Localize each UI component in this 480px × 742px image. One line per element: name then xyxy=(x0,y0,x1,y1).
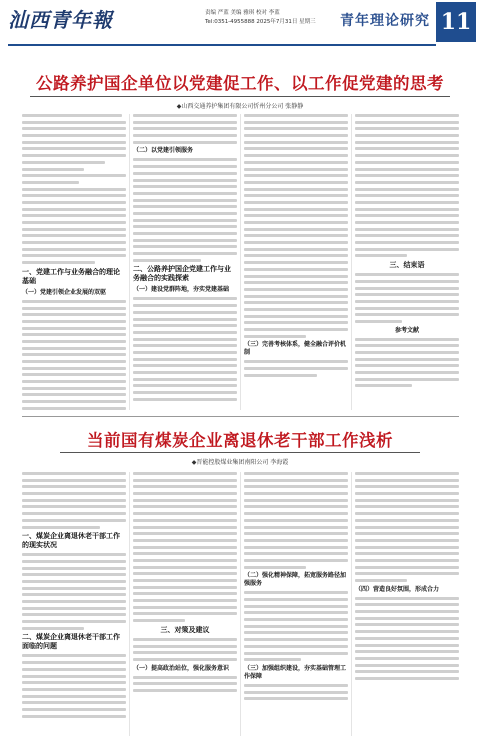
article2-column-2 xyxy=(133,472,237,738)
article1-subheading-1: （一）党建引领企业发展的双驱 xyxy=(22,288,107,296)
article2-subheading-3a: （一）提高政治站位，强化服务意识 xyxy=(133,664,230,672)
date-info: Tel:0351-4955888 2025年7月31日 星期三 xyxy=(205,19,316,25)
article1-subheading-3: （三）完善考核体系，健全融合评价机制 xyxy=(244,341,347,357)
article1-column-4 xyxy=(355,114,459,412)
article2-column-4 xyxy=(355,472,459,738)
masthead-divider xyxy=(8,44,436,46)
article1-title-rule xyxy=(30,96,450,97)
article2-subheading-3c: （三）加强组织建设，夯实基础管理工作保障 xyxy=(244,664,347,680)
article1-references-heading: 参考文献 xyxy=(394,326,419,334)
article1-column-3 xyxy=(244,114,348,412)
article2-title-rule xyxy=(60,452,420,453)
masthead xyxy=(0,0,480,48)
article2-heading-3: 三、对策及建议 xyxy=(160,625,210,634)
article2-heading-1: 一、煤炭企业离退休老干部工作的现实状况 xyxy=(22,532,120,550)
article1-title: 公路养护国企单位以党建促工作、以工作促党建的思考 xyxy=(36,74,444,93)
article1-column-2: （二）以党建引领服务 二、公路养护国企党建工作与业务融合的实践探索 （一）建设党群阵地，夯实党建基础 xyxy=(133,114,237,412)
article2-subheading-3d: （四）营造良好氛围，形成合力 xyxy=(355,585,440,593)
article1-byline: ◆山西交通养护集团有限公司忻州分公司 张静静 xyxy=(176,103,304,110)
article2-column-3 xyxy=(244,472,348,738)
section-title: 青年理论研究 xyxy=(340,13,430,29)
article-divider xyxy=(22,416,459,417)
article1-subheading-2: （一）建设党群阵地，夯实党建基础 xyxy=(133,286,230,294)
article2-heading-2: 二、煤炭企业离退休老干部工作面临的问题 xyxy=(22,633,120,651)
article1-heading-1: 一、党建工作与业务融合的理论基础 xyxy=(22,267,120,285)
article1-column-1 xyxy=(22,114,126,412)
article2-byline: ◆晋能控股煤业集团南阳公司 李海霞 xyxy=(191,459,289,466)
editor-info: 责编 严蓝 美编 雅琪 校对 李蓝 xyxy=(205,10,280,16)
article1-heading-2: 二、公路养护国企党建工作与业务融合的实践探索 xyxy=(133,265,231,283)
article2-subheading-3b: （二）强化精神保障，拓宽服务路径加强服务 xyxy=(244,572,347,588)
article2-title: 当前国有煤炭企业离退休老干部工作浅析 xyxy=(87,431,393,450)
article1-conclusion-heading: 三、结束语 xyxy=(389,261,425,270)
article2-column-1 xyxy=(22,472,126,738)
page-number-badge: 11 xyxy=(436,2,476,42)
newspaper-logo: 汕西青年報 xyxy=(8,8,113,32)
